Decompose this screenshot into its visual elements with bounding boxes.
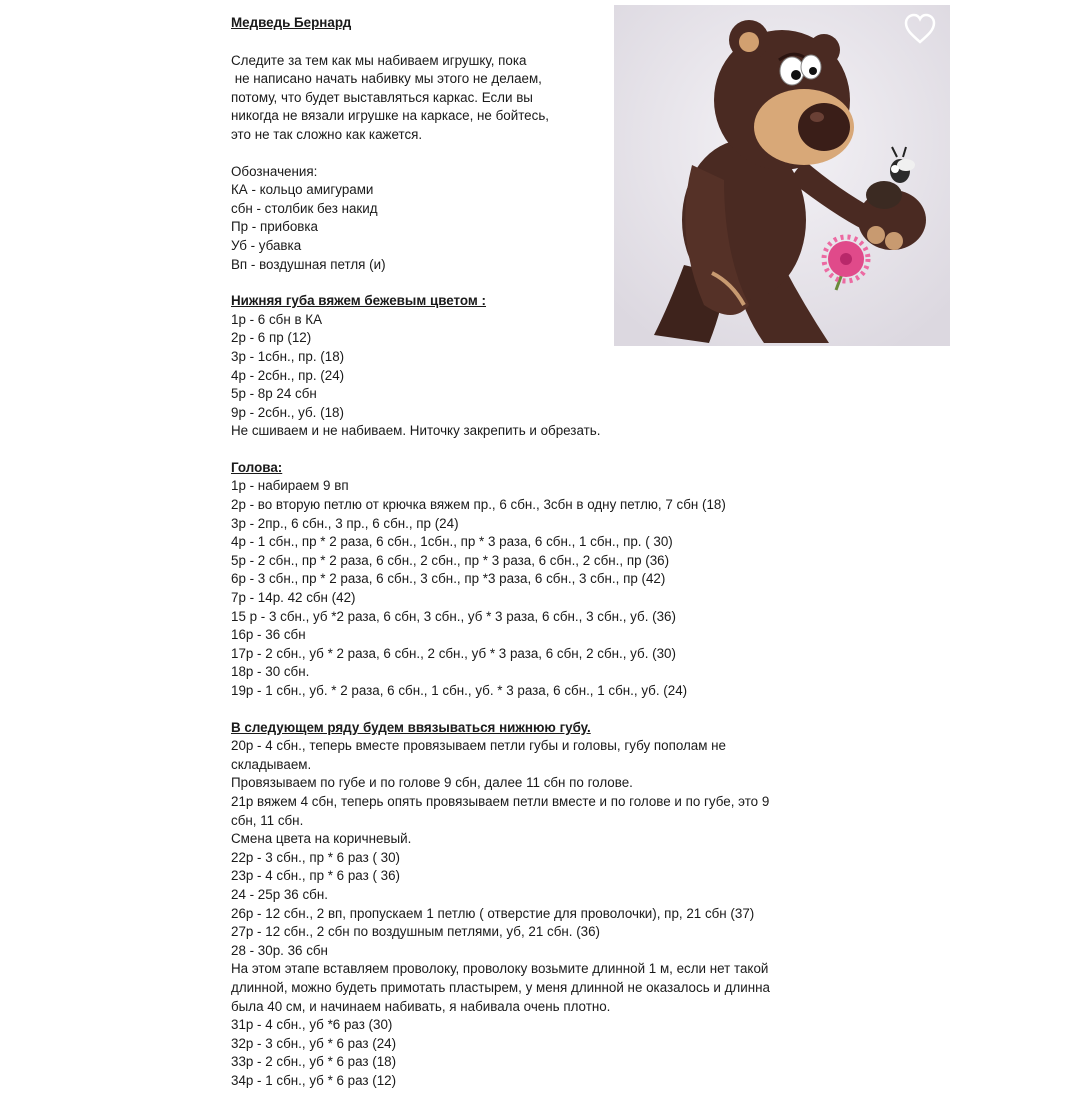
pattern-row: 7р - 14р. 42 сбн (42) [231,590,356,606]
pattern-row: 32р - 3 сбн., уб * 6 раз (24) [231,1035,397,1051]
pattern-row: складываем. [231,756,312,772]
pattern-row: 9р - 2сбн., уб. (18) [231,404,344,420]
pattern-row: 6р - 3 сбн., пр * 2 раза, 6 сбн., 3 сбн., пр *3 раза, 6 сбн., 3 сбн., пр (42) [231,571,666,587]
legend-item: КА - кольцо амигурами [231,182,374,198]
pattern-row: 5р - 2 сбн., пр * 2 раза, 6 сбн., 2 сбн., пр * 3 раза, 6 сбн., 2 сбн., пр (36) [231,552,670,568]
intro-line: это не так сложно как кажется. [231,126,423,142]
pattern-row: На этом этапе вставляем проволоку, проволоку возьмите длинной 1 м, если нет такой [231,961,769,977]
intro-line: никогда не вязали игрушке на каркасе, не бойтесь, [231,108,550,124]
section-heading: В следующем ряду будем ввязываться нижнюю губу. [231,719,591,735]
pattern-row: 15 р - 3 сбн., уб *2 раза, 6 сбн, 3 сбн., уб * 3 раза, 6 сбн., 3 сбн., уб. (36) [231,608,676,624]
pattern-row: 31р - 4 сбн., уб *6 раз (30) [231,1017,393,1033]
pattern-row: 1р - 6 сбн в КА [231,311,323,327]
pattern-row: 2р - 6 пр (12) [231,330,312,346]
pattern-row: 24 - 25р 36 сбн. [231,886,328,902]
legend-item: Уб - убавка [231,237,302,253]
pattern-row: 22р - 3 сбн., пр * 6 раз ( 30) [231,849,400,865]
pattern-row: 23р - 4 сбн., пр * 6 раз ( 36) [231,868,400,884]
pattern-row: Провязываем по губе и по голове 9 сбн, далее 11 сбн по голове. [231,775,633,791]
pattern-row: 19р - 1 сбн., уб. * 2 раза, 6 сбн., 1 сбн., уб. * 3 раза, 6 сбн., 1 сбн., уб. (24) [231,683,688,698]
legend-item: Пр - прибовка [231,219,318,235]
pattern-row: 1р - набираем 9 вп [231,478,349,494]
pattern-row: 34р - 1 сбн., уб * 6 раз (12) [231,1072,397,1088]
pattern-row: 26р - 12 сбн., 2 вп, пропускаем 1 петлю ( отверстие для проволочки), пр, 21 сбн (37) [231,905,755,921]
pattern-row: длинной, можно будеть примотать пластырем, у меня длинной не оказалось и длинна [231,979,770,995]
pattern-row: 3р - 1сбн., пр. (18) [231,348,345,364]
pattern-row: 28 - 30р. 36 сбн [231,942,328,958]
bear-photo [614,5,950,346]
legend-item: сбн - столбик без накид [231,200,378,216]
pattern-row: 3р - 2пр., 6 сбн., 3 пр., 6 сбн., пр (24) [231,515,459,531]
join-lip-section [231,719,891,1091]
pattern-row: 16р - 36 сбн [231,627,306,643]
pattern-row: 33р - 2 сбн., уб * 6 раз (18) [231,1054,397,1070]
pattern-row: была 40 см, и начинаем набивать, я набивала очень плотно. [231,998,611,1014]
pattern-row: сбн, 11 сбн. [231,812,304,828]
pattern-row: 27р - 12 сбн., 2 сбн по воздушным петлями, уб, 21 сбн. (36) [231,924,601,940]
pattern-row: 4р - 2сбн., пр. (24) [231,367,345,383]
pattern-row: 20р - 4 сбн., теперь вместе провязываем петли губы и головы, губу пополам не [231,738,727,754]
heart-outline-icon[interactable] [902,11,938,47]
legend-heading: Обозначения: [231,163,318,179]
section-heading: Нижняя губа вяжем бежевым цветом : [231,293,487,309]
intro-line: не написано начать набивку мы этого не делаем, [231,71,542,87]
pattern-row: 18р - 30 сбн. [231,664,310,680]
pattern-row: 17р - 2 сбн., уб * 2 раза, 6 сбн., 2 сбн., уб * 3 раза, 6 сбн, 2 сбн., уб. (30) [231,645,676,661]
pattern-row: Не сшиваем и не набиваем. Ниточку закрепить и обрезать. [231,423,601,439]
intro-line: потому, что будет выставляться каркас. Если вы [231,89,533,105]
bear-illustration [614,5,950,346]
intro-text [231,52,611,145]
legend-item: Вп - воздушная петля (и) [231,256,386,272]
head-section [231,459,891,701]
pattern-row: 21р вяжем 4 сбн, теперь опять провязываем петли вместе и по голове и по губе, это 9 [231,793,770,809]
section-heading: Голова: [231,459,283,475]
intro-line: Следите за тем как мы набиваем игрушку, пока [231,52,527,68]
pattern-row: 4р - 1 сбн., пр * 2 раза, 6 сбн., 1сбн., пр * 3 раза, 6 сбн., 1 сбн., пр. ( 30) [231,534,673,550]
pattern-row: 5р - 8р 24 сбн [231,386,317,402]
pattern-row: 2р - во вторую петлю от крючка вяжем пр., 6 сбн., 3сбн в одну петлю, 7 сбн (18) [231,497,726,513]
pattern-row: Смена цвета на коричневый. [231,831,412,847]
document-title: Медведь Бернард [231,15,352,30]
